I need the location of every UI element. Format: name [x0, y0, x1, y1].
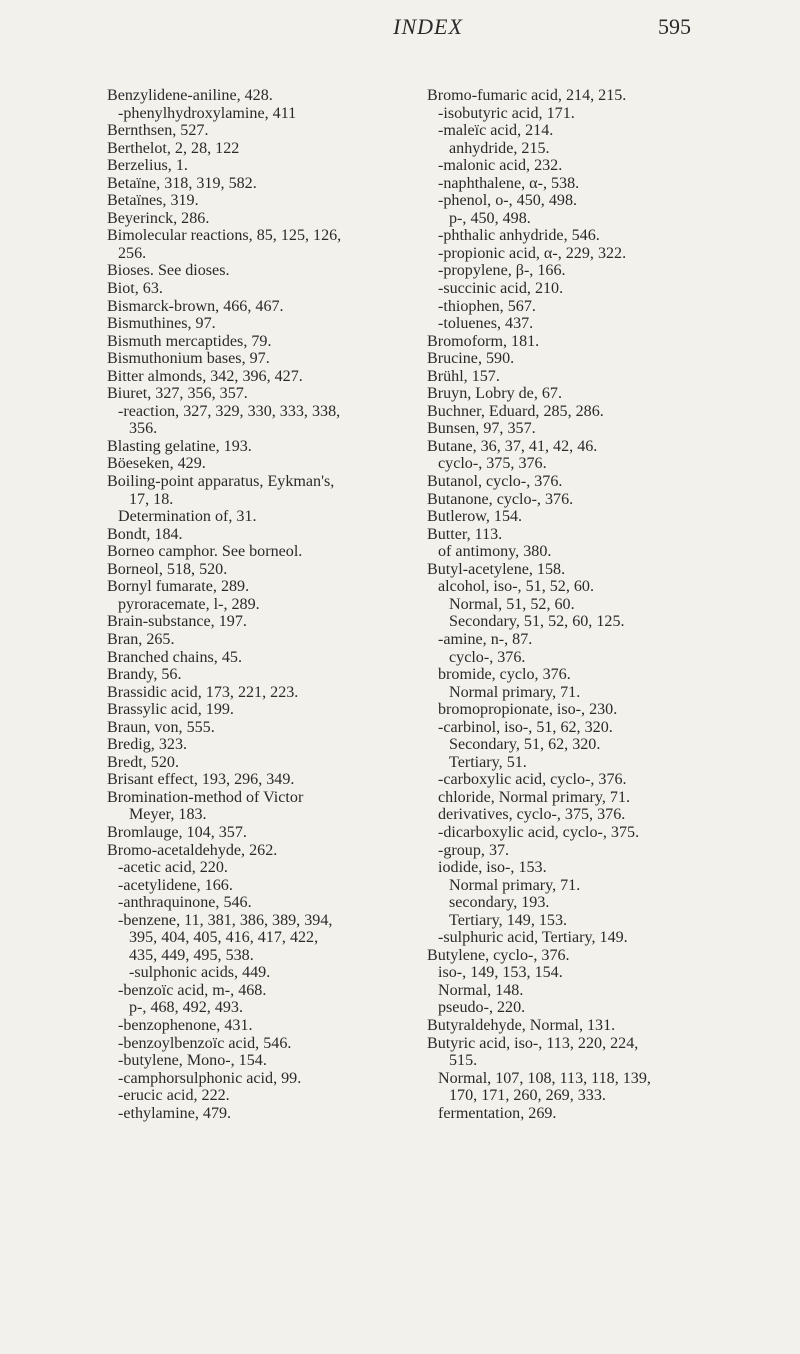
index-entry: -succinic acid, 210. — [438, 280, 564, 298]
index-entry: Butyl-acetylene, 158. — [427, 560, 566, 578]
index-entry: Butyric acid, iso-, 113, 220, 224, — [427, 1034, 639, 1052]
index-entry: Braun, von, 555. — [107, 718, 215, 736]
index-entry: Bitter almonds, 342, 396, 427. — [107, 367, 303, 385]
index-entry: Secondary, 51, 62, 320. — [449, 736, 601, 754]
index-entry: Bismuth mercaptides, 79. — [107, 332, 272, 350]
index-entry: Bromo-fumaric acid, 214, 215. — [427, 87, 627, 104]
index-entry: Branched chains, 45. — [107, 648, 242, 666]
index-entry: Brucine, 590. — [427, 350, 515, 368]
index-entry: -carbinol, iso-, 51, 62, 320. — [438, 718, 613, 736]
index-entry: pyroracemate, l-, 289. — [118, 595, 260, 613]
index-entry: Secondary, 51, 52, 60, 125. — [449, 613, 625, 631]
index-entry: -isobutyric acid, 171. — [438, 104, 575, 122]
index-entry: Borneol, 518, 520. — [107, 560, 228, 578]
index-entry: Bimolecular reactions, 85, 125, 126, — [107, 227, 342, 245]
index-entry: -dicarboxylic acid, cyclo-, 375. — [438, 823, 640, 841]
index-entry: of antimony, 380. — [438, 543, 552, 561]
index-entry: Bromo-acetaldehyde, 262. — [107, 841, 278, 859]
page-title: INDEX — [393, 14, 463, 39]
index-entry: 395, 404, 405, 416, 417, 422, — [129, 929, 319, 947]
index-entry: Normal primary, 71. — [449, 683, 581, 701]
index-entry: Brandy, 56. — [107, 666, 182, 684]
index-entry: Butter, 113. — [427, 525, 503, 543]
index-entry: 17, 18. — [129, 490, 174, 508]
index-entry: -sulphuric acid, Tertiary, 149. — [438, 929, 628, 947]
index-entry: -camphorsulphonic acid, 99. — [118, 1069, 302, 1087]
index-entry: Berzelius, 1. — [107, 157, 188, 175]
index-entry: -thiophen, 567. — [438, 297, 536, 315]
index-entry: -erucic acid, 222. — [118, 1087, 230, 1105]
index-entry: -amine, n-, 87. — [438, 630, 533, 648]
index-entry: Tertiary, 149, 153. — [449, 911, 568, 929]
index-entry: pseudo-, 220. — [438, 999, 526, 1017]
index-entry: -propylene, β-, 166. — [438, 262, 566, 280]
index-entry: -group, 37. — [438, 841, 510, 859]
index-entry: Normal, 148. — [438, 981, 524, 999]
index-entry: Bredig, 323. — [107, 736, 188, 754]
index-entry: 435, 449, 495, 538. — [129, 946, 254, 964]
index-entry: Butylene, cyclo-, 376. — [427, 946, 570, 964]
index-entry: alcohol, iso-, 51, 52, 60. — [438, 578, 595, 596]
index-entry: Bromoform, 181. — [427, 332, 540, 350]
index-column-left — [107, 87, 413, 1122]
index-entry: -propionic acid, α-, 229, 322. — [438, 244, 627, 262]
index-entry: Brassidic acid, 173, 221, 223. — [107, 683, 299, 701]
index-entry: anhydride, 215. — [449, 139, 550, 157]
index-entry: Tertiary, 51. — [449, 753, 527, 771]
page-number: 595 — [658, 14, 691, 39]
index-entry: Normal, 51, 52, 60. — [449, 595, 575, 613]
index-entry: Bran, 265. — [107, 630, 175, 648]
index-entry: Berthelot, 2, 28, 122 — [107, 139, 240, 157]
index-entry: iodide, iso-, 153. — [438, 859, 547, 877]
index-entry: -phenylhydroxylamine, 411 — [118, 104, 297, 122]
index-entry: Butane, 36, 37, 41, 42, 46. — [427, 437, 598, 455]
index-entry: fermentation, 269. — [438, 1104, 557, 1122]
index-entry: Butanol, cyclo-, 376. — [427, 473, 563, 491]
index-entry: Bismuthonium bases, 97. — [107, 350, 270, 368]
index-entry: Butanone, cyclo-, 376. — [427, 490, 574, 508]
index-entry: Böeseken, 429. — [107, 455, 206, 473]
index-entry: -toluenes, 437. — [438, 315, 534, 333]
index-entry: -anthraquinone, 546. — [118, 894, 252, 912]
index-entry: Brisant effect, 193, 296, 349. — [107, 771, 295, 789]
index-entry: Benzylidene-aniline, 428. — [107, 87, 273, 104]
index-entry: Beyerinck, 286. — [107, 209, 210, 227]
index-entry: Bismarck-brown, 466, 467. — [107, 297, 284, 315]
index-entry: 256. — [118, 244, 147, 262]
index-entry: derivatives, cyclo-, 375, 376. — [438, 806, 626, 824]
index-entry: Betaïnes, 319. — [107, 192, 199, 210]
index-entry: p-, 468, 492, 493. — [129, 999, 243, 1017]
index-entry: Buchner, Eduard, 285, 286. — [427, 402, 604, 420]
index-entry: Biot, 63. — [107, 280, 163, 298]
index-entry: 170, 171, 260, 269, 333. — [449, 1087, 606, 1105]
index-entry: Bioses. See dioses. — [107, 262, 230, 280]
index-entry: Betaïne, 318, 319, 582. — [107, 174, 257, 192]
index-entry: Bromlauge, 104, 357. — [107, 823, 247, 841]
index-entry: Brühl, 157. — [427, 367, 500, 385]
index-entry: -phenol, o-, 450, 498. — [438, 192, 578, 210]
index-entry: -phthalic anhydride, 546. — [438, 227, 600, 245]
index-entry: Bromination-method of Victor — [107, 788, 304, 806]
index-entry: Normal, 107, 108, 113, 118, 139, — [438, 1069, 651, 1087]
index-entry: Bruyn, Lobry de, 67. — [427, 385, 562, 403]
index-entry: -carboxylic acid, cyclo-, 376. — [438, 771, 627, 789]
index-entry: Meyer, 183. — [129, 806, 207, 824]
index-column-right — [427, 87, 737, 1122]
index-entry: chloride, Normal primary, 71. — [438, 788, 631, 806]
index-entry: Determination of, 31. — [118, 508, 257, 526]
running-head — [0, 0, 800, 70]
index-entry: iso-, 149, 153, 154. — [438, 964, 563, 982]
index-entry: Bondt, 184. — [107, 525, 183, 543]
index-entry: 356. — [129, 420, 158, 438]
index-entry: Bunsen, 97, 357. — [427, 420, 536, 438]
index-entry: Borneo camphor. See borneol. — [107, 543, 303, 561]
index-entry: Bernthsen, 527. — [107, 122, 209, 140]
index-entry: -sulphonic acids, 449. — [129, 964, 271, 982]
index-entry: Blasting gelatine, 193. — [107, 437, 252, 455]
index-entry: -ethylamine, 479. — [118, 1104, 232, 1122]
index-entry: -benzoïc acid, m-, 468. — [118, 981, 267, 999]
index-entry: Bismuthines, 97. — [107, 315, 216, 333]
index-entry: -naphthalene, α-, 538. — [438, 174, 580, 192]
index-entry: Brassylic acid, 199. — [107, 701, 234, 719]
index-entry: bromide, cyclo, 376. — [438, 666, 571, 684]
index-entry: -acetylidene, 166. — [118, 876, 233, 894]
index-entry: Butlerow, 154. — [427, 508, 523, 526]
index-entry: -malonic acid, 232. — [438, 157, 563, 175]
index-entry: -maleïc acid, 214. — [438, 122, 554, 140]
index-entry: bromopropionate, iso-, 230. — [438, 701, 618, 719]
index-entry: p-, 450, 498. — [449, 209, 531, 227]
index-entry: cyclo-, 375, 376. — [438, 455, 547, 473]
index-entry: -acetic acid, 220. — [118, 859, 228, 877]
index-entry: Normal primary, 71. — [449, 876, 581, 894]
index-entry: Bredt, 520. — [107, 753, 179, 771]
index-entry: Bornyl fumarate, 289. — [107, 578, 250, 596]
index-entry: cyclo-, 376. — [449, 648, 526, 666]
index-entry: Butyraldehyde, Normal, 131. — [427, 1016, 616, 1034]
index-entry: 515. — [449, 1052, 478, 1070]
index-entry: secondary, 193. — [449, 894, 550, 912]
index-entry: -reaction, 327, 329, 330, 333, 338, — [118, 402, 341, 420]
index-entry: -benzophenone, 431. — [118, 1016, 253, 1034]
index-entry: -benzoylbenzoïc acid, 546. — [118, 1034, 292, 1052]
index-entry: Boiling-point apparatus, Eykman's, — [107, 473, 335, 491]
index-entry: -benzene, 11, 381, 386, 389, 394, — [118, 911, 333, 929]
index-entry: Biuret, 327, 356, 357. — [107, 385, 248, 403]
index-entry: -butylene, Mono-, 154. — [118, 1052, 267, 1070]
index-entry: Brain-substance, 197. — [107, 613, 247, 631]
